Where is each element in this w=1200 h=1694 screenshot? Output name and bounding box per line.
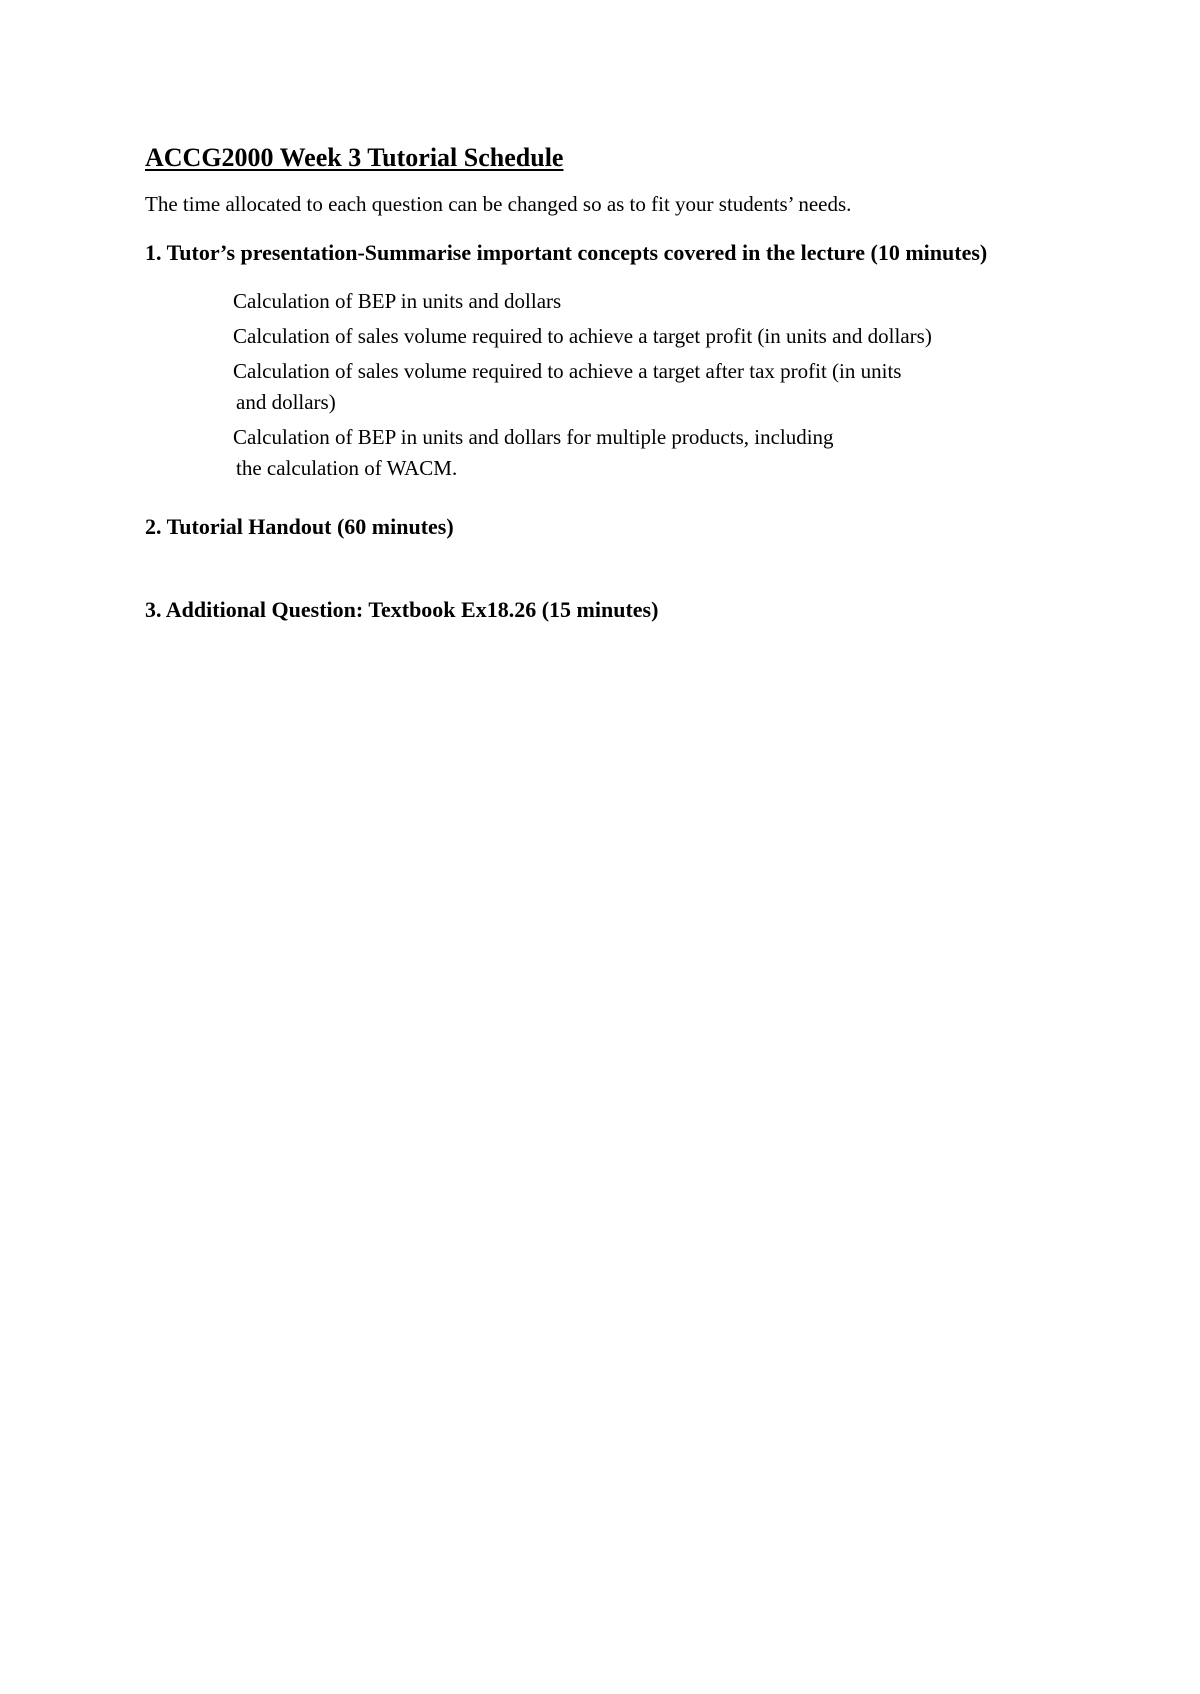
- document-title: ACCG2000 Week 3 Tutorial Schedule: [145, 143, 564, 172]
- list-item-text: Calculation of sales volume required to achieve a target after tax profit (in units: [233, 359, 902, 383]
- list-item: [233, 286, 1093, 317]
- list-item-text: Calculation of BEP in units and dollars: [233, 289, 562, 313]
- section-heading-2: 2. Tutorial Handout (60 minutes): [145, 514, 454, 539]
- section-heading-3: 3. Additional Question: Textbook Ex18.26 (15 minutes): [145, 597, 659, 622]
- list-item-text: Calculation of BEP in units and dollars for multiple products, including: [233, 425, 834, 449]
- concepts-list: [233, 286, 1093, 488]
- section-heading-1: 1. Tutor’s presentation-Summarise important concepts covered in the lecture (10 minutes): [145, 240, 988, 265]
- intro-text: The time allocated to each question can be changed so as to fit your students’ needs.: [145, 192, 852, 216]
- list-item: [233, 356, 1093, 418]
- list-item-continuation: the calculation of WACM.: [236, 456, 458, 480]
- list-item: [233, 422, 1093, 484]
- list-item-text: Calculation of sales volume required to achieve a target profit (in units and dollars): [233, 324, 932, 348]
- list-item-continuation: and dollars): [236, 390, 336, 414]
- list-item: [233, 321, 1093, 352]
